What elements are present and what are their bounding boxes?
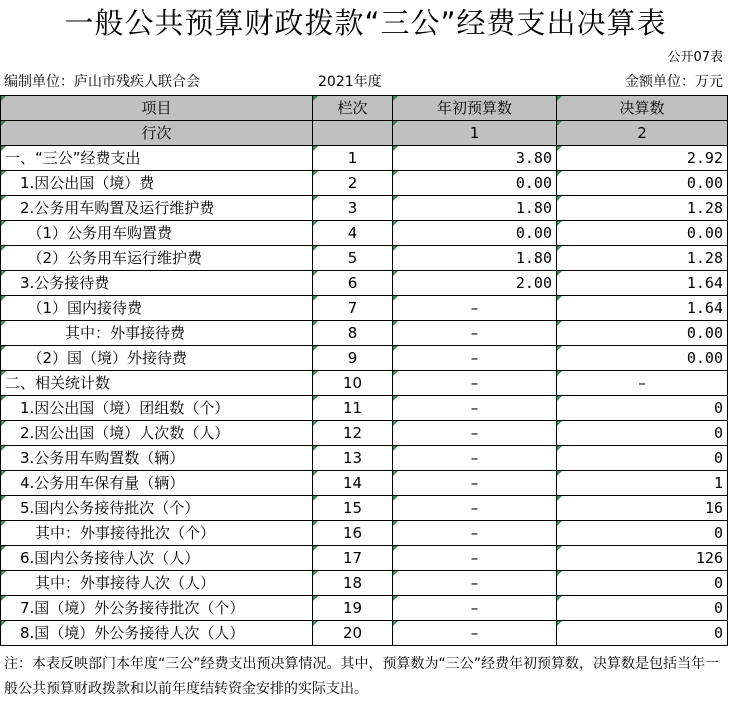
row-seq: 3 <box>313 196 393 221</box>
row-budget: – <box>393 571 557 596</box>
table-row <box>1 621 728 646</box>
table-row <box>1 471 728 496</box>
table-row <box>1 371 728 396</box>
row-final: 0 <box>557 571 728 596</box>
row-budget: – <box>393 596 557 621</box>
report-title: 一般公共预算财政拨款“三公”经费支出决算表 <box>64 6 667 40</box>
row-item: （2）国（境）外接待费 <box>1 346 313 371</box>
row-seq: 17 <box>313 546 393 571</box>
row-item: 二、相关统计数 <box>1 371 313 396</box>
row-budget: – <box>393 396 557 421</box>
row-final: 0.00 <box>557 346 728 371</box>
row-budget: 0.00 <box>393 171 557 196</box>
header-final: 决算数 <box>557 96 728 121</box>
row-item: 8.国（境）外公务接待人次（人） <box>1 621 313 646</box>
row-final: 2.92 <box>557 146 728 171</box>
row-budget: – <box>393 371 557 396</box>
row-seq: 16 <box>313 521 393 546</box>
table-row <box>1 171 728 196</box>
row-item: （1）国内接待费 <box>1 296 313 321</box>
table-row <box>1 596 728 621</box>
row-seq: 20 <box>313 621 393 646</box>
table-row <box>1 146 728 171</box>
table-row <box>1 346 728 371</box>
row-seq: 19 <box>313 596 393 621</box>
row-seq: 2 <box>313 171 393 196</box>
header-seq: 栏次 <box>313 96 393 121</box>
expenditure-table <box>0 95 728 646</box>
row-budget: – <box>393 321 557 346</box>
row-seq: 9 <box>313 346 393 371</box>
row-budget: – <box>393 346 557 371</box>
row-item: 其中：外事接待人次（人） <box>1 571 313 596</box>
index-label: 行次 <box>1 121 313 146</box>
row-budget: – <box>393 421 557 446</box>
row-final: 0 <box>557 446 728 471</box>
row-final: 0 <box>557 521 728 546</box>
row-seq: 11 <box>313 396 393 421</box>
row-seq: 12 <box>313 421 393 446</box>
row-final: 0.00 <box>557 321 728 346</box>
row-budget: – <box>393 446 557 471</box>
row-item: 6.国内公务接待人次（人） <box>1 546 313 571</box>
row-seq: 7 <box>313 296 393 321</box>
index-final: 2 <box>557 121 728 146</box>
table-row <box>1 321 728 346</box>
footnote: 注：本表反映部门本年度“三公”经费支出预决算情况。其中，预算数为“三公”经费年初预算数，决算数是包括当年一般公共预算财政拨款和以前年度结转资金安排的实际支出。 <box>4 656 720 697</box>
row-seq: 4 <box>313 221 393 246</box>
row-final: 1.28 <box>557 246 728 271</box>
row-item: 1.因公出国（境）团组数（个） <box>1 396 313 421</box>
fiscal-year: 2021年度 <box>318 74 382 90</box>
row-item: 4.公务用车保有量（辆） <box>1 471 313 496</box>
row-final: 1.28 <box>557 196 728 221</box>
row-item: 2.公务用车购置及运行维护费 <box>1 196 313 221</box>
table-row <box>1 396 728 421</box>
row-item: 3.公务用车购置数（辆） <box>1 446 313 471</box>
row-seq: 14 <box>313 471 393 496</box>
index-budget: 1 <box>393 121 557 146</box>
compiling-unit: 编制单位：庐山市残疾人联合会 <box>4 74 200 90</box>
row-seq: 18 <box>313 571 393 596</box>
row-item: 7.国（境）外公务接待批次（个） <box>1 596 313 621</box>
row-final: 0 <box>557 596 728 621</box>
row-item: 5.国内公务接待批次（个） <box>1 496 313 521</box>
row-budget: – <box>393 546 557 571</box>
row-final: 0.00 <box>557 221 728 246</box>
table-row <box>1 421 728 446</box>
row-item: 一、“三公”经费支出 <box>1 146 313 171</box>
table-row <box>1 446 728 471</box>
row-final: 0 <box>557 621 728 646</box>
row-final: 1 <box>557 471 728 496</box>
table-row <box>1 571 728 596</box>
index-row <box>1 121 728 146</box>
header-budget: 年初预算数 <box>393 96 557 121</box>
row-budget: 1.80 <box>393 246 557 271</box>
row-final: 0.00 <box>557 171 728 196</box>
header-row <box>1 96 728 121</box>
row-budget: 2.00 <box>393 271 557 296</box>
table-row <box>1 271 728 296</box>
row-item: 3.公务接待费 <box>1 271 313 296</box>
row-seq: 13 <box>313 446 393 471</box>
index-seq <box>313 121 393 146</box>
row-seq: 6 <box>313 271 393 296</box>
row-final: 126 <box>557 546 728 571</box>
row-final: – <box>557 371 728 396</box>
row-item: （2）公务用车运行维护费 <box>1 246 313 271</box>
money-unit: 金额单位：万元 <box>625 74 723 90</box>
row-budget: – <box>393 296 557 321</box>
row-seq: 1 <box>313 146 393 171</box>
row-item: 其中：外事接待批次（个） <box>1 521 313 546</box>
row-budget: 1.80 <box>393 196 557 221</box>
row-budget: 3.80 <box>393 146 557 171</box>
row-budget: – <box>393 621 557 646</box>
row-final: 16 <box>557 496 728 521</box>
header-item: 项目 <box>1 96 313 121</box>
row-final: 1.64 <box>557 271 728 296</box>
row-budget: – <box>393 521 557 546</box>
row-seq: 8 <box>313 321 393 346</box>
row-item: 1.因公出国（境）费 <box>1 171 313 196</box>
row-seq: 10 <box>313 371 393 396</box>
table-row <box>1 521 728 546</box>
row-seq: 15 <box>313 496 393 521</box>
table-row <box>1 221 728 246</box>
row-item: 2.因公出国（境）人次数（人） <box>1 421 313 446</box>
table-row <box>1 546 728 571</box>
row-budget: – <box>393 471 557 496</box>
row-item: 其中：外事接待费 <box>1 321 313 346</box>
row-final: 1.64 <box>557 296 728 321</box>
table-row <box>1 296 728 321</box>
table-row <box>1 196 728 221</box>
row-seq: 5 <box>313 246 393 271</box>
row-budget: 0.00 <box>393 221 557 246</box>
table-row <box>1 246 728 271</box>
row-budget: – <box>393 496 557 521</box>
table-row <box>1 496 728 521</box>
row-final: 0 <box>557 421 728 446</box>
row-final: 0 <box>557 396 728 421</box>
row-item: （1）公务用车购置费 <box>1 221 313 246</box>
form-number: 公开07表 <box>667 50 723 65</box>
